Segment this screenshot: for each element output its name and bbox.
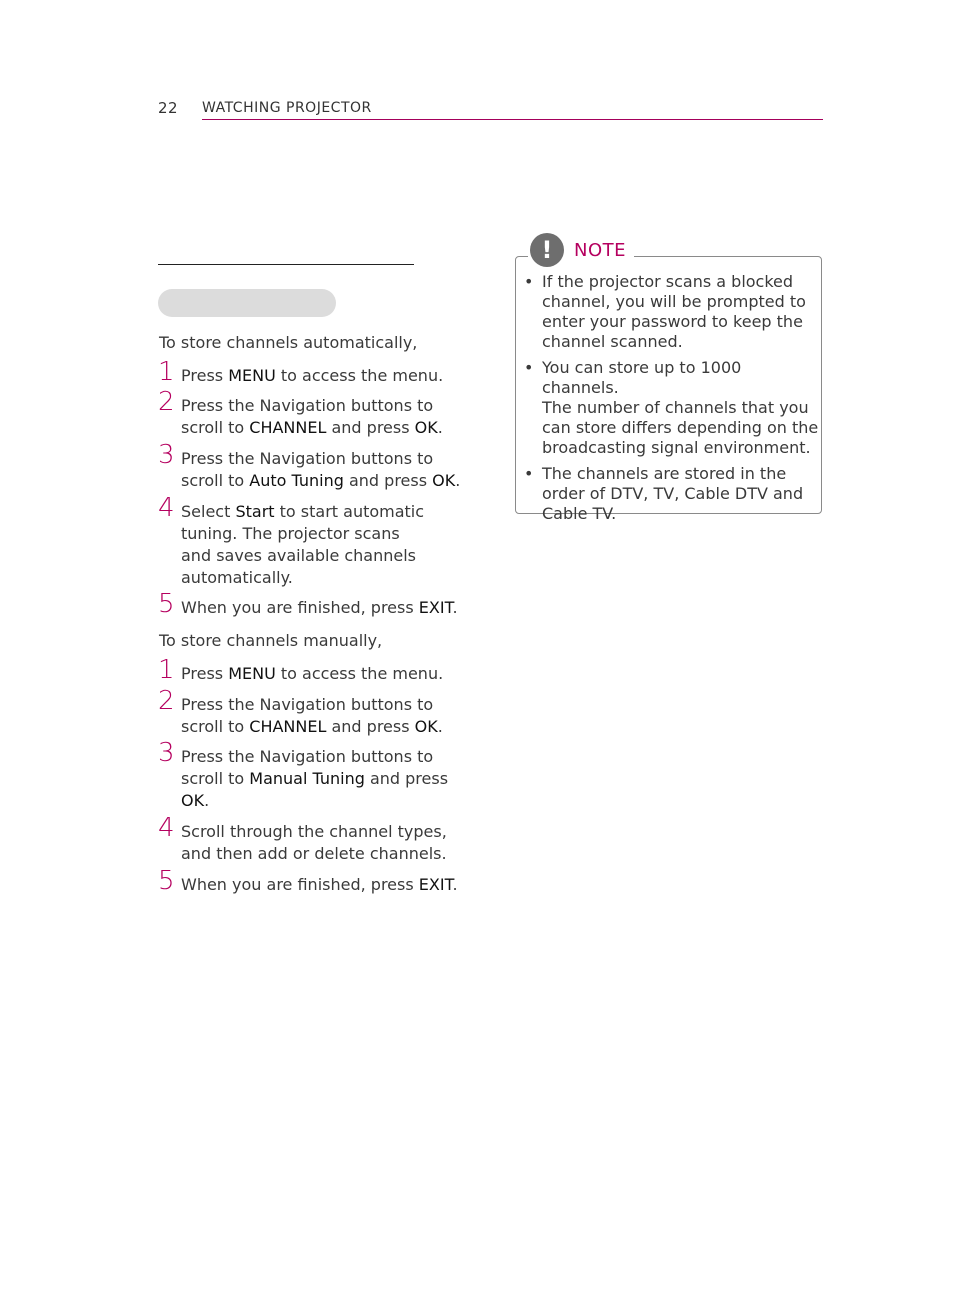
step-fragment: Press the Navigation buttons to [181,695,434,714]
step-text [181,746,478,812]
note-line: channel, you will be prompted to [542,292,806,311]
step-line [181,470,478,492]
step-text [181,395,478,439]
step-line [181,694,478,716]
step-number: 2 [158,686,175,716]
step-fragment: When you are finished, press [181,875,419,894]
step-fragment: scroll to [181,769,250,788]
step-line [181,768,478,790]
note-line: You can store up to 1000 channels. [542,358,742,397]
step-fragment: Press [181,664,229,683]
step-line [181,597,478,619]
note-header [528,232,634,268]
note-item [524,272,822,352]
section-divider [158,264,414,265]
step-number: 5 [158,866,175,896]
step-fragment: and press [364,769,449,788]
key-term: EXIT [418,875,453,894]
bullet-icon: • [524,358,534,377]
note-list [524,272,822,530]
step-fragment: . [452,875,458,894]
note-item [524,464,822,524]
step-fragment: . [437,418,443,437]
key-term: MENU [228,366,276,385]
key-term: OK [414,418,438,437]
step-text [181,694,478,738]
step-fragment: When you are finished, press [181,598,419,617]
step-text [181,874,478,896]
step-fragment: Press the Navigation buttons to [181,396,434,415]
key-term: Manual Tuning [249,769,365,788]
note-item [524,358,822,458]
step-line [181,843,478,865]
step-fragment: Press the Navigation buttons to [181,449,434,468]
step-text [181,821,478,865]
step-fragment: . [452,598,458,617]
step-text [181,448,478,492]
page-number: 22 [158,99,179,117]
step-line [181,821,478,843]
bullet-icon: • [524,272,534,291]
note-label: NOTE [574,239,627,261]
key-term: OK [432,471,456,490]
step-number: 5 [158,589,175,619]
note-line: broadcasting signal environment. [542,438,811,457]
auto-step-5 [158,589,478,619]
step-line [181,523,478,545]
step-fragment: Press the Navigation buttons to [181,747,434,766]
step-line [181,567,478,589]
note-line: channel scanned. [542,332,683,351]
step-number: 1 [158,655,175,685]
manual-step-3 [158,738,478,812]
step-fragment: tuning. The projector scans [181,524,400,543]
auto-step-3 [158,440,478,492]
key-term: EXIT [418,598,453,617]
step-fragment: scroll to [181,717,250,736]
auto-step-2 [158,387,478,439]
note-line: order of DTV, TV, Cable DTV and [542,484,804,503]
step-fragment: . [204,791,210,810]
step-line [181,448,478,470]
manual-step-4 [158,813,478,865]
key-term: Auto Tuning [249,471,344,490]
key-term: CHANNEL [249,717,327,736]
step-line [181,545,478,567]
step-fragment: and press [326,418,415,437]
section-label-pill [158,289,336,317]
step-fragment: and then add or delete channels. [181,844,447,863]
step-line [181,365,478,387]
step-fragment: and press [326,717,415,736]
step-number: 3 [158,440,175,470]
step-number: 3 [158,738,175,768]
step-fragment: Scroll through the channel types, [181,822,447,841]
step-line [181,746,478,768]
step-line [181,417,478,439]
step-line [181,501,478,523]
auto-intro: To store channels automatically, [159,333,418,352]
step-fragment: to start automatic [274,502,425,521]
step-fragment: scroll to [181,418,250,437]
note-line: enter your password to keep the [542,312,803,331]
note-line: If the projector scans a blocked [542,272,794,291]
auto-step-4 [158,493,478,589]
step-line [181,663,478,685]
note-line: The number of channels that you [542,398,809,417]
step-line [181,395,478,417]
step-text [181,501,478,589]
step-fragment: and saves available channels [181,546,417,565]
step-text [181,597,478,619]
step-number: 2 [158,387,175,417]
manual-step-1 [158,655,478,685]
step-text [181,663,478,685]
step-fragment: . [455,471,461,490]
step-fragment: and press [343,471,433,490]
manual-step-2 [158,686,478,738]
key-term: MENU [228,664,276,683]
key-term: CHANNEL [249,418,327,437]
step-line [181,790,478,812]
step-fragment: to access the menu. [275,366,444,385]
note-line: Cable TV. [542,504,617,523]
step-line [181,874,478,896]
step-fragment: automatically. [181,568,293,587]
step-fragment: Press [181,366,229,385]
key-term: OK [414,717,438,736]
header-divider [202,119,823,120]
step-fragment: Select [181,502,236,521]
bullet-icon: • [524,464,534,483]
note-line: The channels are stored in the [542,464,787,483]
step-number: 4 [158,813,175,843]
note-line: can store differs depending on the [542,418,819,437]
step-fragment: to access the menu. [275,664,444,683]
step-text [181,365,478,387]
manual-intro: To store channels manually, [159,631,383,650]
manual-step-5 [158,866,478,896]
step-line [181,716,478,738]
section-header-title: WATCHING PROJECTOR [202,100,372,116]
exclamation-icon: ! [530,233,564,267]
step-number: 4 [158,493,175,523]
key-term: Start [235,502,275,521]
step-fragment: . [437,717,443,736]
step-number: 1 [158,357,175,387]
key-term: OK [181,791,205,810]
step-fragment: scroll to [181,471,250,490]
auto-step-1 [158,357,478,387]
